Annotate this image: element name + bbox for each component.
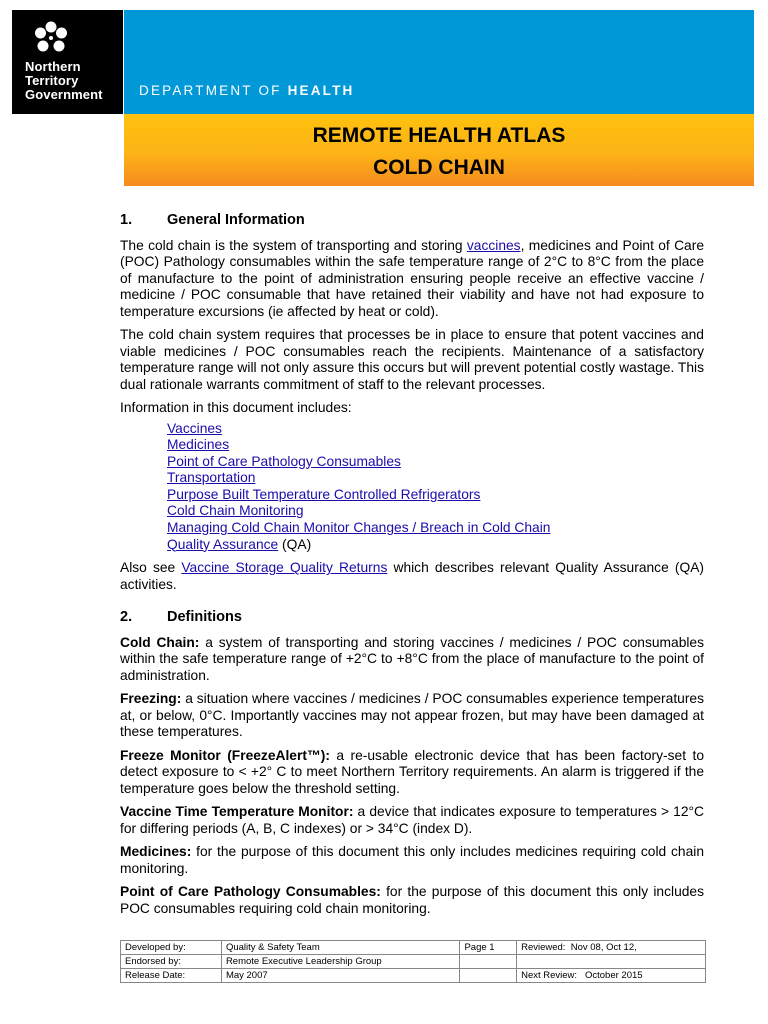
paragraph: Also see Vaccine Storage Quality Returns which describes relevant Quality Assurance (QA) activities. [120, 560, 704, 592]
toc-links: Vaccines Medicines Point of Care Pathology Consumables Transportation Purpose Built Temperature Controlled Refrigerators Cold Chain Monitoring Managing Cold Chain Monitor Changes / Breach in Cold Chain Quality Assurance (QA) [167, 420, 551, 552]
toc-link[interactable]: Purpose Built Temperature Controlled Refrigerators [167, 486, 481, 502]
definition: Point of Care Pathology Consumables: for the purpose of this document this only includes POC consumables requiring cold chain monitoring. [120, 884, 704, 916]
org-name: Northern Territory Government [25, 59, 103, 102]
toc-link[interactable]: Transportation [167, 470, 256, 486]
document-footer-table: Developed by: Quality & Safety Team Page 1 Reviewed: Nov 08, Oct 12, Endorsed by: Remote Executive Leadership Group Release Date: May 2007 Next Review: October 2015 [120, 940, 706, 983]
toc-link[interactable]: Vaccines [167, 420, 222, 436]
document-title: REMOTE HEALTH ATLAS [312, 124, 566, 147]
toc-link[interactable]: Point of Care Pathology Consumables [167, 453, 401, 469]
vaccines-link[interactable]: vaccines [466, 237, 521, 253]
section-heading: 1. General Information [120, 212, 305, 228]
definition: Cold Chain: a system of transporting and storing vaccines / medicines / POC consumables within the safe temperature range of +2°C to +8°C from the place of manufacture to the point of administration. [120, 634, 704, 683]
toc-link[interactable]: Managing Cold Chain Monitor Changes / Breach in Cold Chain [167, 520, 551, 536]
definition: Freezing: a situation where vaccines / medicines / POC consumables experience temperatures at, or below, 0°C. Importantly vaccines may not appear frozen, but may have been damaged at these temperatures. [120, 691, 704, 740]
definition: Vaccine Time Temperature Monitor: a device that indicates exposure to temperatures > 12°C for differing periods (A, B, C indexes) or > 34°C (index D). [120, 804, 704, 836]
definition: Freeze Monitor (FreezeAlert™): a re-usable electronic device that has been factory-set to detect exposure to < +2° C to meet Northern Territory requirements. An alarm is triggered if the temperature goes below the threshold setting. [120, 747, 705, 796]
toc-link[interactable]: Quality Assurance [167, 536, 279, 552]
section-heading: 2. Definitions [120, 609, 242, 626]
page-number: Page 1 [460, 941, 517, 955]
document-subtitle: COLD CHAIN [373, 156, 505, 179]
paragraph: The cold chain system requires that processes be in place to ensure that potent vaccines and viable medicines / POC consumables reach the recipients. Maintenance of a satisfactory temperature range will not only assure this occurs but will prevent potential costly wastage. This dual rationale warrants commitment of staff to the relevant processes. [120, 327, 704, 392]
definition: Medicines: for the purpose of this document this only includes medicines requiring cold chain monitoring. [120, 844, 704, 876]
vaccine-storage-returns-link[interactable]: Vaccine Storage Quality Returns [181, 560, 388, 576]
header-banner [124, 10, 754, 114]
flower-emblem-icon [32, 20, 70, 58]
paragraph: The cold chain is the system of transporting and storing vaccines, medicines and Point of Care (POC) Pathology consumables within the safe temperature range of 2°C to 8°C from the place of manufacture to the point of administration ensuring people receive an effective vaccine / medicine / POC consumable that have retained their viability and have not had exposure to temperature excursions (ie affected by heat or cold). [120, 237, 704, 319]
toc-link[interactable]: Medicines [167, 437, 230, 453]
paragraph: Information in this document includes: [120, 400, 352, 415]
toc-link[interactable]: Cold Chain Monitoring [167, 503, 304, 519]
department-name: DEPARTMENT OF HEALTH [139, 83, 355, 98]
title-banner [124, 114, 754, 186]
nt-government-logo [12, 10, 123, 114]
document-body [120, 212, 704, 924]
